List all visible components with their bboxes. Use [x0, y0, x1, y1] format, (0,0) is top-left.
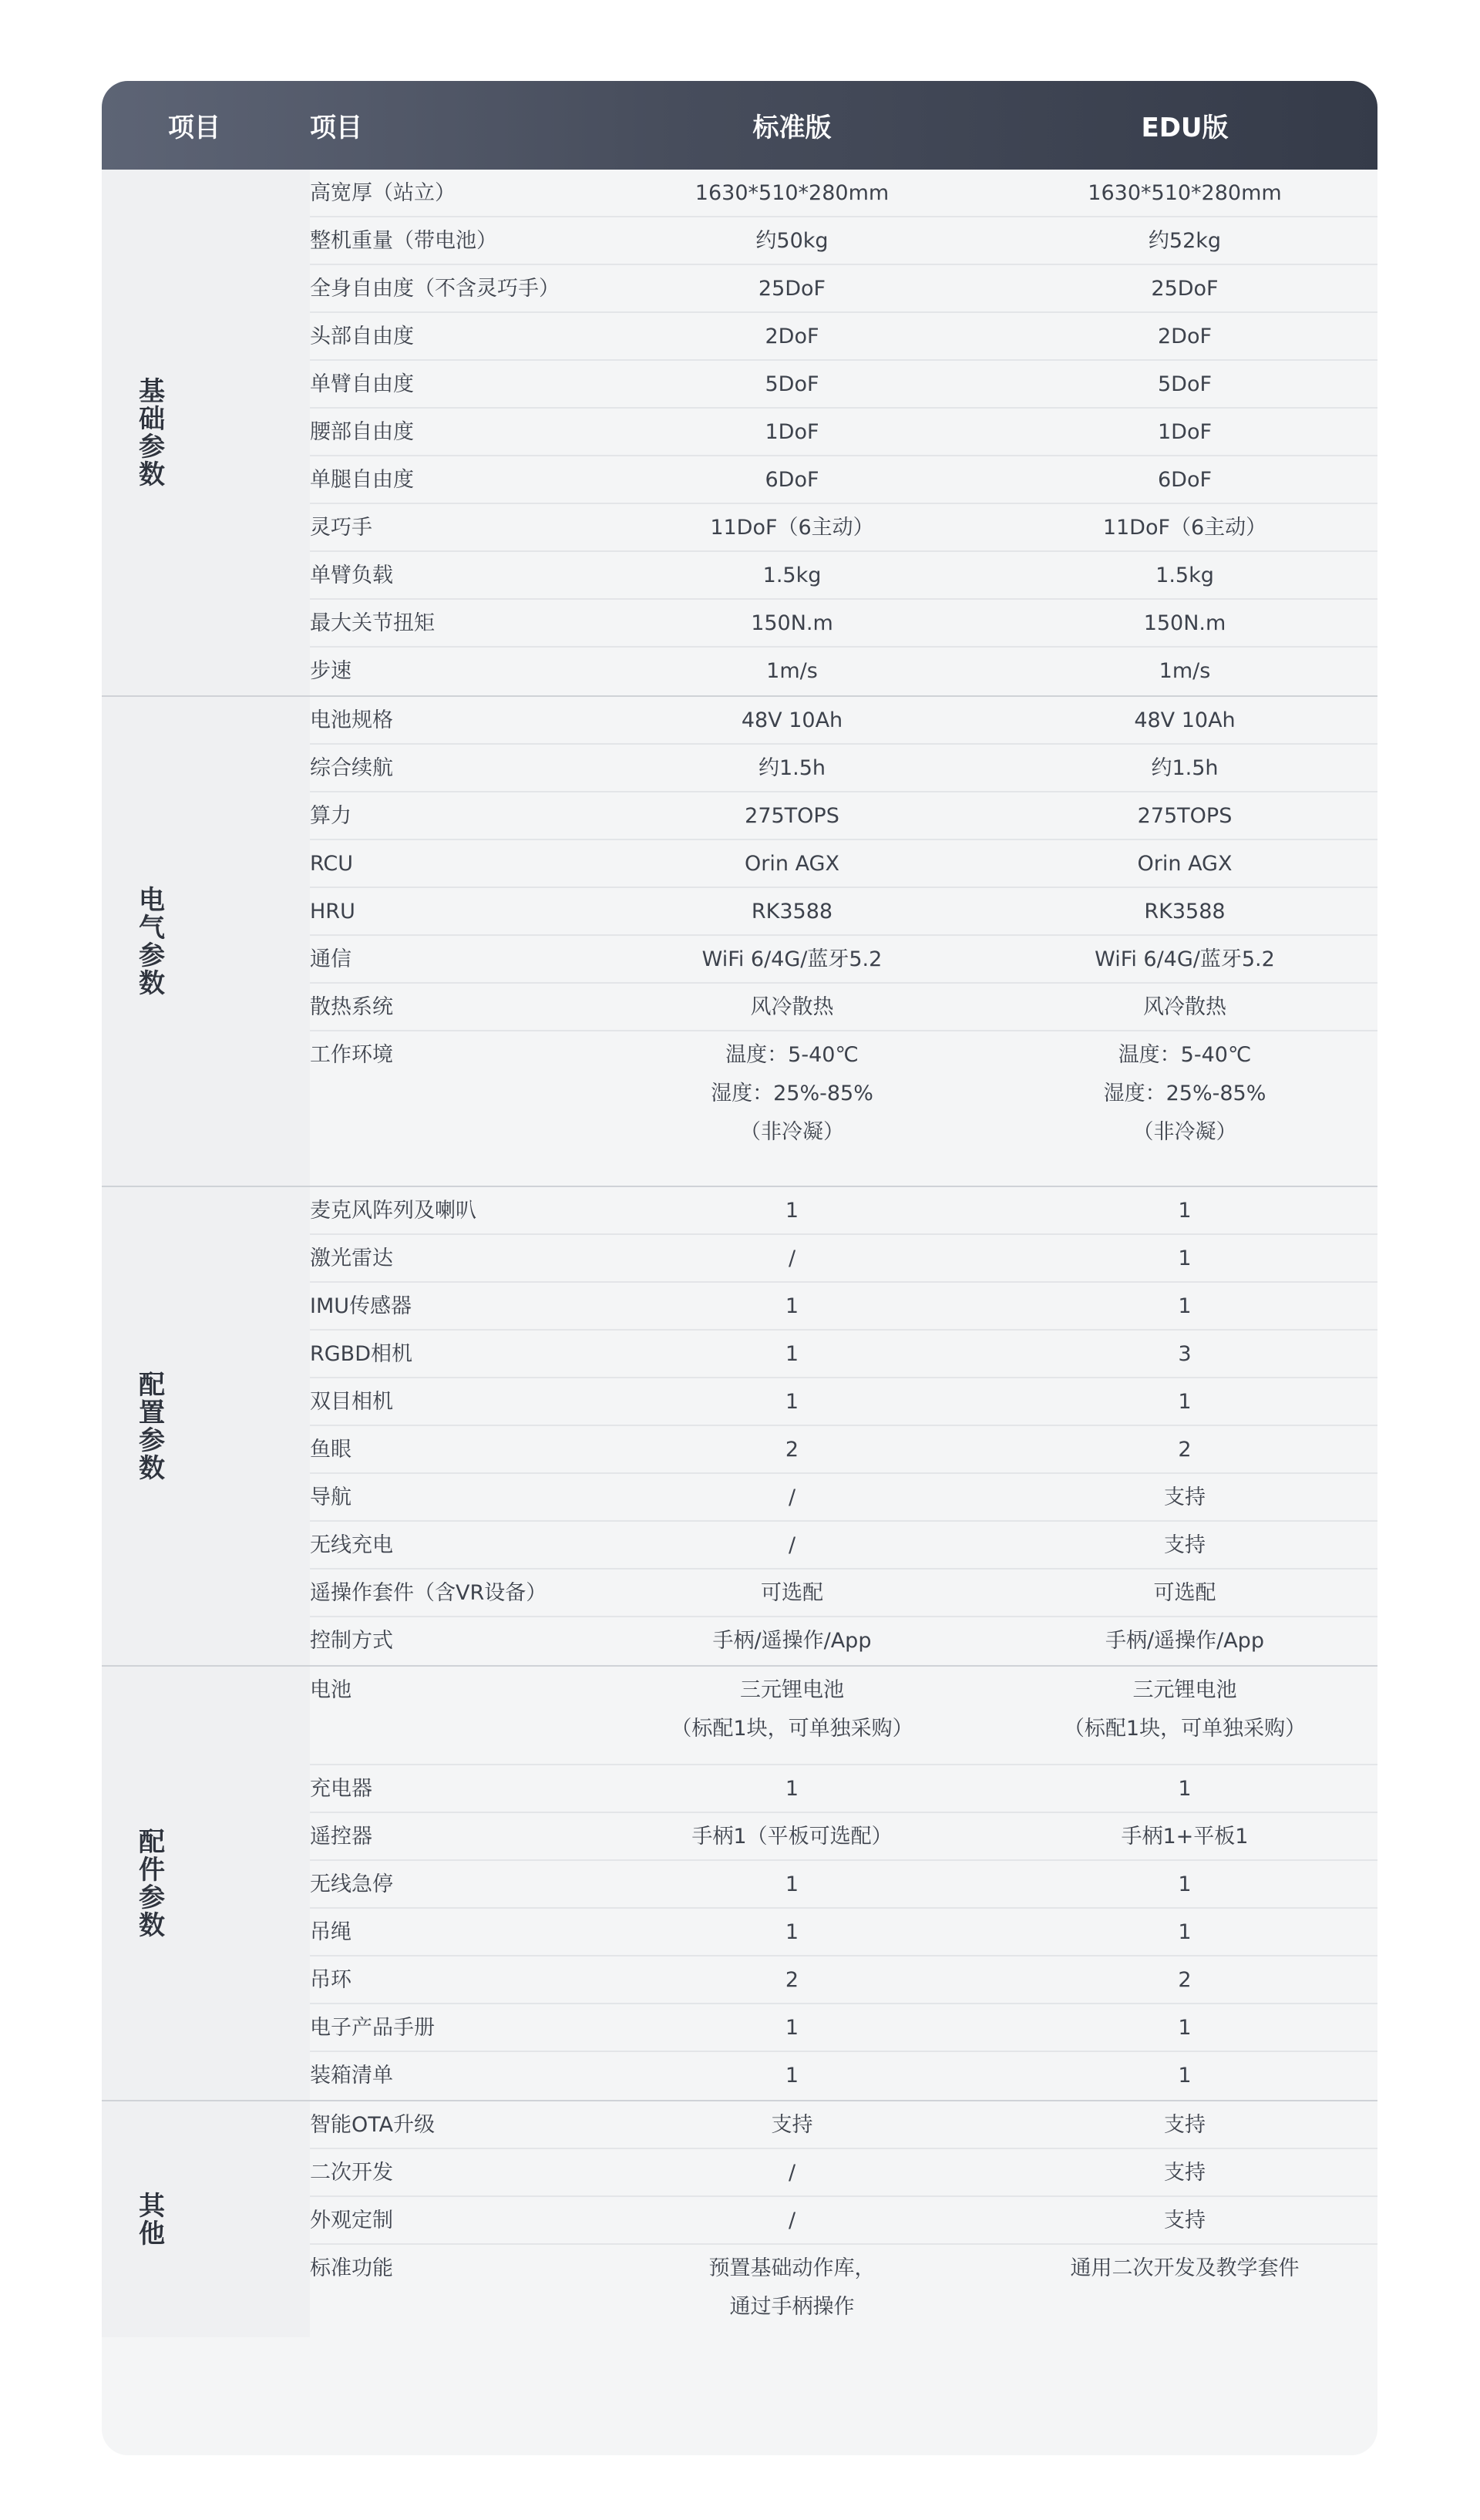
row-standard-value: RK3588	[751, 900, 833, 924]
row-edu-value: 2	[1178, 1968, 1192, 1992]
row-edu-value: 约52kg	[1148, 229, 1222, 253]
table-row	[310, 1235, 1377, 1283]
table-row	[310, 2004, 1377, 2052]
row-edu-value: 1m/s	[1159, 659, 1211, 683]
section-label	[102, 170, 310, 695]
table-row	[310, 313, 1377, 361]
row-edu-value: 约1.5h	[1151, 756, 1219, 780]
row-item-name: 灵巧手	[310, 516, 372, 540]
row-standard-value: 可选配	[761, 1581, 823, 1605]
row-standard-value: 2	[785, 1968, 799, 1992]
row-item-name: 算力	[310, 804, 352, 828]
row-item-name: 腰部自由度	[310, 420, 414, 444]
table-row	[310, 1474, 1377, 1522]
row-edu-value: 275TOPS	[1137, 804, 1233, 828]
section-label	[102, 697, 310, 1186]
table-row	[310, 600, 1377, 648]
row-standard-value: 1	[785, 1294, 799, 1318]
table-row	[310, 792, 1377, 840]
row-standard-value: 275TOPS	[745, 804, 839, 828]
table-row	[310, 552, 1377, 600]
row-edu-value: 1	[1178, 2064, 1192, 2088]
row-standard-value: 1630*510*280mm	[695, 181, 890, 205]
table-body	[102, 170, 1377, 2337]
row-edu-value: 5DoF	[1157, 372, 1213, 396]
header-edu-edition: EDU版	[1141, 113, 1229, 143]
row-item-name: 吊绳	[310, 1920, 352, 1944]
section-label-text: 配件参数	[133, 1828, 165, 1939]
section-accessory-params	[102, 1667, 1377, 2101]
row-edu-value: 风冷散热	[1143, 995, 1226, 1019]
row-item-name: HRU	[310, 900, 355, 924]
table-row	[310, 984, 1377, 1031]
section-label	[102, 1187, 310, 1665]
row-edu-value: 11DoF（6主动）	[1102, 516, 1267, 540]
row-standard-value: /	[788, 1247, 796, 1270]
row-edu-value: 1	[1178, 1872, 1192, 1896]
row-item-name: 全身自由度（不含灵巧手）	[310, 277, 560, 301]
table-row	[310, 888, 1377, 936]
header-category: 项目	[168, 113, 220, 143]
row-edu-value: 支持	[1164, 2113, 1206, 2137]
row-edu-value: 1.5kg	[1155, 564, 1214, 587]
row-item-name: 智能OTA升级	[310, 2113, 436, 2137]
section-label	[102, 1667, 310, 2100]
row-edu-value: 1	[1178, 1390, 1192, 1414]
row-item-name: 工作环境	[310, 1043, 393, 1067]
table-row	[310, 361, 1377, 409]
row-edu-value: 2	[1178, 1438, 1192, 1462]
row-item-name: 无线急停	[310, 1872, 393, 1896]
row-standard-value: 48V 10Ah	[741, 708, 843, 732]
row-edu-value: 6DoF	[1157, 468, 1213, 492]
row-standard-value: 手柄/遥操作/App	[712, 1629, 872, 1653]
row-item-name: 吊环	[310, 1968, 352, 1992]
row-standard-value: 6DoF	[765, 468, 819, 492]
row-standard-value: 风冷散热	[750, 995, 834, 1019]
row-edu-value: 150N.m	[1143, 611, 1226, 635]
section-rows	[310, 170, 1377, 695]
row-item-name: 电子产品手册	[310, 2016, 435, 2040]
row-standard-value: 150N.m	[751, 611, 833, 635]
section-rows	[310, 2101, 1377, 2337]
row-standard-value: /	[788, 2209, 796, 2232]
row-standard-value: /	[788, 2161, 796, 2185]
section-rows	[310, 1187, 1377, 1665]
row-standard-value: 三元锂电池 （标配1块，可单独采购）	[671, 1678, 913, 1741]
row-standard-value: WiFi 6/4G/蓝牙5.2	[701, 947, 883, 971]
row-item-name: 激光雷达	[310, 1247, 393, 1270]
row-item-name: 单臂负载	[310, 564, 393, 587]
table-row	[310, 456, 1377, 504]
row-edu-value: 1DoF	[1157, 420, 1213, 444]
row-item-name: 麦克风阵列及喇叭	[310, 1199, 476, 1223]
row-edu-value: RK3588	[1144, 900, 1226, 924]
table-row	[310, 2149, 1377, 2197]
table-row	[310, 2101, 1377, 2149]
row-item-name: 外观定制	[310, 2209, 393, 2232]
table-row	[310, 1378, 1377, 1426]
row-edu-value: 1	[1178, 1294, 1192, 1318]
row-standard-value: 11DoF（6主动）	[710, 516, 874, 540]
row-item-name: RCU	[310, 852, 354, 876]
row-item-name: IMU传感器	[310, 1294, 412, 1318]
table-row	[310, 1861, 1377, 1909]
row-item-name: 双目相机	[310, 1390, 393, 1414]
table-row	[310, 1187, 1377, 1235]
table-row	[310, 1813, 1377, 1861]
row-standard-value: 1	[785, 1342, 799, 1366]
section-label	[102, 2101, 310, 2337]
row-standard-value: 1	[785, 1390, 799, 1414]
row-edu-value: 3	[1178, 1342, 1192, 1366]
row-item-name: 单腿自由度	[310, 468, 414, 492]
row-standard-value: 手柄1（平板可选配）	[691, 1825, 893, 1849]
table-row	[310, 1570, 1377, 1617]
row-standard-value: /	[788, 1533, 796, 1557]
row-edu-value: 1	[1178, 1920, 1192, 1944]
table-header	[102, 81, 1377, 170]
section-basic-params	[102, 170, 1377, 697]
row-item-name: 鱼眼	[310, 1438, 352, 1462]
table-row	[310, 2052, 1377, 2100]
row-standard-value: 1DoF	[765, 420, 819, 444]
row-item-name: RGBD相机	[310, 1342, 412, 1366]
row-standard-value: 约50kg	[755, 229, 829, 253]
table-row	[310, 504, 1377, 552]
row-edu-value: 1	[1178, 1199, 1192, 1223]
table-row	[310, 1283, 1377, 1331]
row-edu-value: 支持	[1164, 1533, 1206, 1557]
row-standard-value: Orin AGX	[745, 852, 839, 876]
row-item-name: 二次开发	[310, 2161, 393, 2185]
table-row	[310, 745, 1377, 792]
header-item: 项目	[310, 113, 362, 143]
row-item-name: 通信	[310, 947, 352, 971]
row-edu-value: 1	[1178, 1777, 1192, 1801]
table-row	[310, 2245, 1377, 2337]
table-row	[310, 1331, 1377, 1378]
table-row	[310, 409, 1377, 456]
row-item-name: 标准功能	[310, 2256, 393, 2280]
row-item-name: 综合续航	[310, 756, 393, 780]
row-standard-value: 1	[785, 1920, 799, 1944]
row-standard-value: 温度：5-40℃ 湿度：25%-85% （非冷凝）	[711, 1043, 873, 1144]
row-item-name: 电池规格	[310, 708, 393, 732]
row-standard-value: 1	[785, 2064, 799, 2088]
row-edu-value: 三元锂电池 （标配1块，可单独采购）	[1063, 1678, 1307, 1741]
table-row	[310, 170, 1377, 217]
row-item-name: 导航	[310, 1485, 352, 1509]
row-edu-value: 支持	[1164, 2161, 1206, 2185]
section-rows	[310, 697, 1377, 1186]
row-standard-value: 25DoF	[758, 277, 826, 301]
section-electrical-params	[102, 697, 1377, 1187]
table-row	[310, 648, 1377, 695]
row-item-name: 遥操作套件（含VR设备）	[310, 1581, 547, 1605]
section-label-text: 配置参数	[133, 1371, 165, 1482]
section-config-params	[102, 1187, 1377, 1667]
row-standard-value: 1	[785, 1199, 799, 1223]
row-edu-value: 1630*510*280mm	[1088, 181, 1282, 205]
row-item-name: 无线充电	[310, 1533, 393, 1557]
row-standard-value: /	[788, 1485, 796, 1509]
row-standard-value: 预置基础动作库， 通过手柄操作	[708, 2256, 876, 2319]
table-row	[310, 1031, 1377, 1186]
row-item-name: 电池	[310, 1678, 352, 1702]
row-edu-value: 手柄1+平板1	[1121, 1825, 1249, 1849]
row-item-name: 最大关节扭矩	[310, 611, 435, 635]
row-standard-value: 5DoF	[765, 372, 819, 396]
section-rows	[310, 1667, 1377, 2100]
header-standard-edition: 标准版	[752, 113, 832, 143]
row-edu-value: Orin AGX	[1137, 852, 1233, 876]
row-standard-value: 约1.5h	[758, 756, 826, 780]
row-standard-value: 1m/s	[766, 659, 818, 683]
row-item-name: 散热系统	[310, 995, 393, 1019]
table-row	[310, 840, 1377, 888]
table-row	[310, 1909, 1377, 1956]
table-row	[310, 1522, 1377, 1570]
row-item-name: 高宽厚（站立）	[310, 181, 456, 205]
row-edu-value: 48V 10Ah	[1134, 708, 1236, 732]
row-item-name: 装箱清单	[310, 2064, 393, 2088]
row-standard-value: 1	[785, 1872, 799, 1896]
table-row	[310, 697, 1377, 745]
row-item-name: 充电器	[310, 1777, 372, 1801]
row-edu-value: 1	[1178, 1247, 1192, 1270]
section-label-text: 基础参数	[133, 377, 165, 488]
section-label-text: 其他	[133, 2192, 165, 2247]
spec-table	[102, 81, 1377, 2455]
row-edu-value: 1	[1178, 2016, 1192, 2040]
table-row	[310, 265, 1377, 313]
row-item-name: 头部自由度	[310, 325, 414, 348]
row-standard-value: 支持	[771, 2113, 813, 2137]
row-edu-value: 手柄/遥操作/App	[1105, 1629, 1264, 1653]
row-edu-value: WiFi 6/4G/蓝牙5.2	[1095, 947, 1275, 971]
section-other-params	[102, 2101, 1377, 2337]
table-row	[310, 1956, 1377, 2004]
row-standard-value: 2	[785, 1438, 799, 1462]
row-item-name: 步速	[310, 659, 352, 683]
row-standard-value: 1	[785, 1777, 799, 1801]
row-edu-value: 温度：5-40℃ 湿度：25%-85% （非冷凝）	[1103, 1043, 1266, 1144]
row-item-name: 遥控器	[310, 1825, 372, 1849]
table-row	[310, 1765, 1377, 1813]
row-item-name: 控制方式	[310, 1629, 393, 1653]
row-standard-value: 1.5kg	[762, 564, 822, 587]
table-row	[310, 1617, 1377, 1665]
row-item-name: 单臂自由度	[310, 372, 414, 396]
table-row	[310, 217, 1377, 265]
row-standard-value: 1	[785, 2016, 799, 2040]
row-edu-value: 支持	[1164, 2209, 1206, 2232]
row-edu-value: 可选配	[1153, 1581, 1216, 1605]
table-row	[310, 936, 1377, 984]
row-edu-value: 25DoF	[1151, 277, 1219, 301]
table-row	[310, 2197, 1377, 2245]
row-edu-value: 2DoF	[1157, 325, 1213, 348]
row-standard-value: 2DoF	[765, 325, 819, 348]
table-row	[310, 1667, 1377, 1765]
section-label-text: 电气参数	[133, 886, 165, 997]
table-row	[310, 1426, 1377, 1474]
row-edu-value: 支持	[1164, 1485, 1206, 1509]
row-item-name: 整机重量（带电池）	[310, 229, 497, 253]
row-edu-value: 通用二次开发及教学套件	[1070, 2256, 1300, 2280]
